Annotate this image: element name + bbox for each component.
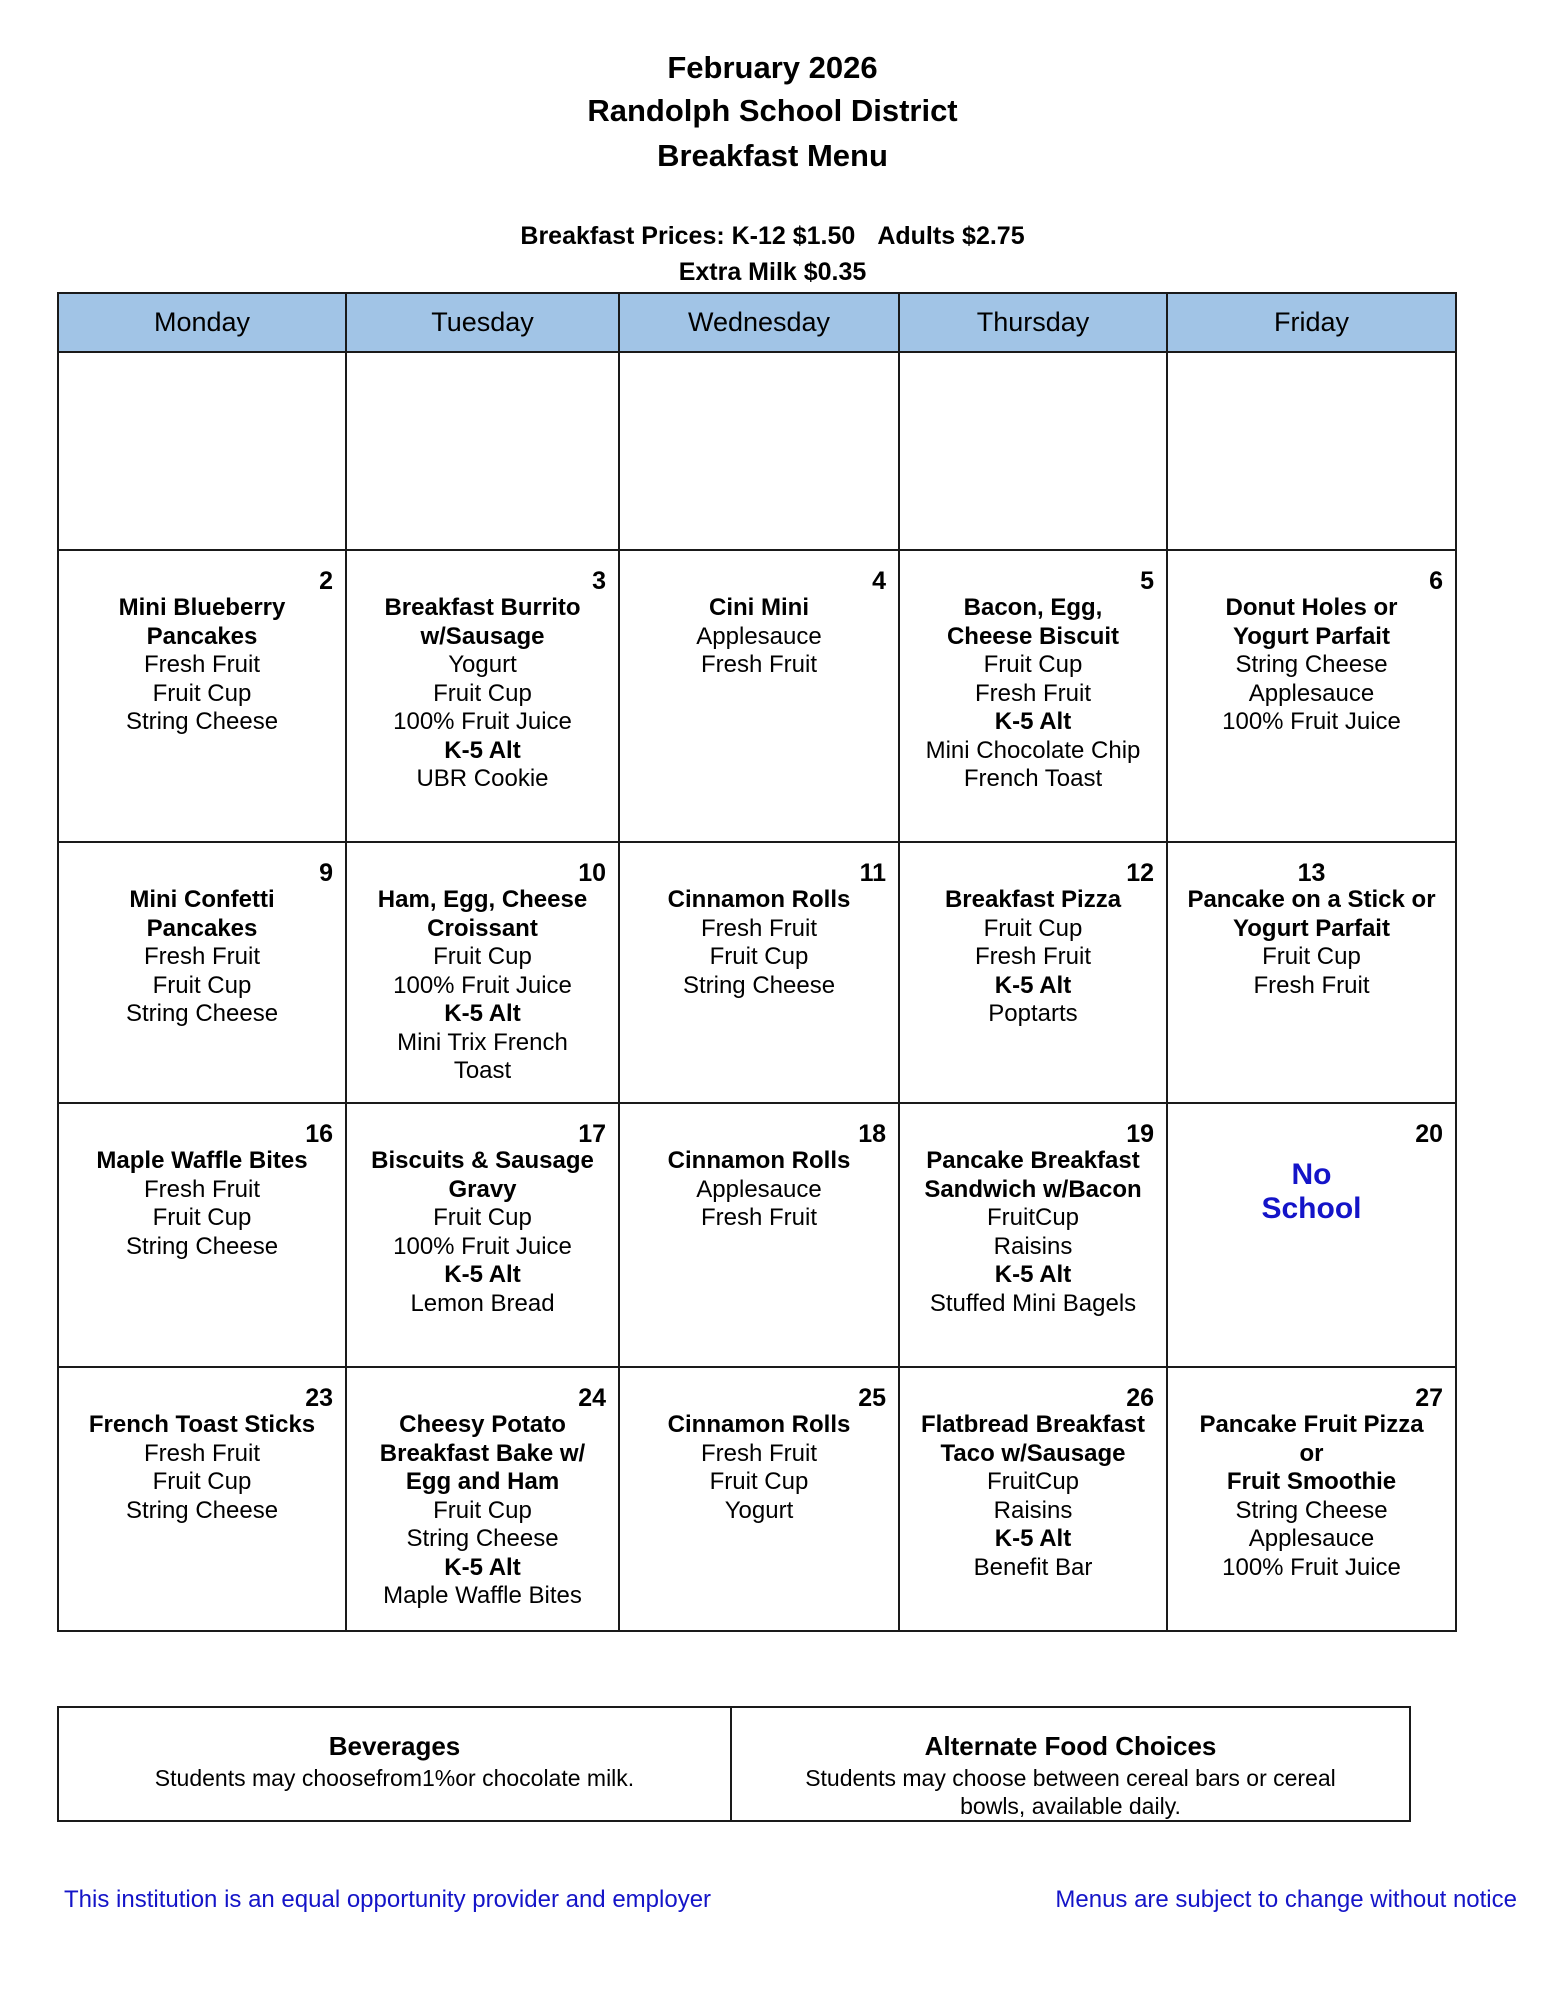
menu-items bbox=[59, 1368, 345, 1525]
menu-items bbox=[620, 551, 898, 680]
alternate-choices-section bbox=[732, 1708, 1409, 1820]
day-cell bbox=[346, 1367, 619, 1631]
menu-items bbox=[1168, 551, 1455, 737]
day-content bbox=[620, 353, 898, 549]
menu-item-entree: Cinnamon Rolls bbox=[667, 1147, 851, 1174]
menu-item-entree: Maple Waffle Bites bbox=[96, 1147, 308, 1174]
menu-items bbox=[620, 1104, 898, 1233]
menu-item-side: Fruit Cup bbox=[709, 943, 809, 970]
menu-item-side: Stuffed Mini Bagels bbox=[929, 1289, 1137, 1317]
menu-item-entree: Mini Confetti bbox=[129, 886, 275, 913]
menu-item-entree: Donut Holes or bbox=[1225, 594, 1398, 621]
day-cell bbox=[899, 550, 1167, 842]
day-cell bbox=[58, 1103, 346, 1367]
menu-item-side: UBR Cookie bbox=[416, 765, 549, 792]
menu-item-entree: K-5 Alt bbox=[994, 1525, 1072, 1552]
menu-item-entree: Pancake Fruit Pizza bbox=[1199, 1411, 1424, 1438]
menu-item-side: Fruit Cup bbox=[152, 971, 252, 999]
menu-item-side: Fresh Fruit bbox=[1253, 971, 1370, 999]
day-content bbox=[1168, 1104, 1455, 1366]
day-cell bbox=[346, 842, 619, 1103]
menu-item-entree: Bacon, Egg, bbox=[963, 594, 1103, 621]
week-row bbox=[58, 842, 1456, 1103]
menu-item-side: Raisins bbox=[993, 1232, 1073, 1260]
day-content bbox=[59, 843, 345, 1102]
day-content bbox=[900, 1104, 1166, 1366]
menu-item-entree: K-5 Alt bbox=[994, 1261, 1072, 1288]
menu-item-side: Maple Waffle Bites bbox=[383, 1582, 582, 1609]
menu-item-side: 100% Fruit Juice bbox=[393, 971, 572, 999]
menu-item-side: Fruit Cup bbox=[983, 914, 1083, 942]
menu-item-entree: Fruit Smoothie bbox=[1226, 1468, 1397, 1495]
weekday-header: Thursday bbox=[899, 293, 1167, 352]
menu-items bbox=[620, 843, 898, 1000]
menu-item-side: FruitCup bbox=[986, 1468, 1080, 1495]
menu-month: February 2026 bbox=[667, 50, 878, 85]
equal-opportunity-notice: This institution is an equal opportunity provider and employer bbox=[64, 1886, 712, 1913]
menu-item-entree: Flatbread Breakfast bbox=[920, 1411, 1146, 1438]
menu-item-side: French Toast bbox=[963, 765, 1103, 792]
day-cell bbox=[1167, 1367, 1456, 1631]
menu-item-side: String Cheese bbox=[406, 1525, 559, 1552]
day-number: 11 bbox=[859, 859, 886, 887]
menu-item-entree: or bbox=[1299, 1439, 1324, 1467]
menu-item-side: Applesauce bbox=[696, 1175, 822, 1203]
menu-items bbox=[59, 1104, 345, 1261]
day-number: 19 bbox=[1126, 1120, 1154, 1148]
menu-item-entree: K-5 Alt bbox=[994, 971, 1072, 999]
menu-item-side: Fruit Cup bbox=[152, 1468, 252, 1495]
menu-item-side: Fresh Fruit bbox=[143, 1175, 260, 1203]
day-cell bbox=[1167, 842, 1456, 1103]
day-cell bbox=[58, 550, 346, 842]
day-cell bbox=[899, 1367, 1167, 1631]
menu-item-side: Fresh Fruit bbox=[143, 1439, 260, 1467]
menu-item-side: Fruit Cup bbox=[152, 1204, 252, 1231]
menu-item-side: Fresh Fruit bbox=[974, 943, 1091, 970]
day-number: 9 bbox=[319, 859, 333, 887]
menu-item-side: Applesauce bbox=[1248, 1525, 1375, 1552]
day-content bbox=[900, 843, 1166, 1102]
info-box bbox=[57, 1706, 1411, 1822]
menu-item-side: Applesauce bbox=[696, 622, 822, 650]
menu-item-entree: Breakfast Bake w/ bbox=[379, 1439, 586, 1467]
day-cell bbox=[1167, 1103, 1456, 1367]
menu-item-entree: Cheesy Potato bbox=[399, 1411, 566, 1438]
day-content bbox=[347, 353, 618, 549]
menu-item-entree: Pancakes bbox=[146, 622, 258, 650]
menu-items bbox=[1168, 1368, 1455, 1582]
week-row bbox=[58, 1103, 1456, 1367]
day-cell bbox=[58, 352, 346, 550]
menu-item-side: Applesauce bbox=[1248, 679, 1375, 707]
day-content bbox=[347, 843, 618, 1102]
menu-item-entree: K-5 Alt bbox=[444, 1553, 521, 1581]
menu-item-side: Fruit Cup bbox=[433, 1496, 532, 1524]
menu-item-entree: Cinnamon Rolls bbox=[667, 886, 851, 913]
day-cell bbox=[619, 1367, 899, 1631]
day-content bbox=[347, 551, 618, 841]
menu-item-side: Fresh Fruit bbox=[700, 914, 817, 942]
price-line bbox=[0, 222, 1545, 251]
menu-item-entree: Mini Blueberry bbox=[118, 594, 286, 621]
day-content bbox=[900, 353, 1166, 549]
weekday-header: Friday bbox=[1167, 293, 1456, 352]
menu-item-entree: K-5 Alt bbox=[444, 736, 521, 764]
menu-item-side: Fresh Fruit bbox=[974, 679, 1091, 707]
menu-item-side: Fruit Cup bbox=[433, 1204, 532, 1231]
menu-item-side: Fruit Cup bbox=[983, 651, 1083, 678]
day-content bbox=[1168, 353, 1455, 549]
day-cell bbox=[346, 550, 619, 842]
menu-item-entree: Croissant bbox=[427, 914, 538, 942]
day-content bbox=[59, 551, 345, 841]
weekday-header: Wednesday bbox=[619, 293, 899, 352]
menu-item-entree: Cini Mini bbox=[709, 594, 809, 621]
day-number: 5 bbox=[1140, 567, 1154, 595]
menu-item-entree: K-5 Alt bbox=[444, 1000, 521, 1027]
week-row bbox=[58, 352, 1456, 550]
menu-item-side: String Cheese bbox=[125, 1232, 279, 1260]
day-content bbox=[900, 551, 1166, 841]
day-number: 23 bbox=[305, 1384, 333, 1412]
menu-item-entree: Breakfast Burrito bbox=[384, 594, 581, 621]
day-number: 16 bbox=[305, 1120, 333, 1148]
day-cell bbox=[619, 352, 899, 550]
menu-item-entree: Cheese Biscuit bbox=[946, 622, 1120, 650]
day-cell bbox=[619, 550, 899, 842]
menu-item-side: 100% Fruit Juice bbox=[393, 708, 572, 735]
menu-item-entree: Pancake on a Stick or bbox=[1187, 886, 1436, 913]
menu-item-entree: Sandwich w/Bacon bbox=[924, 1175, 1142, 1203]
menu-item-side: 100% Fruit Juice bbox=[1222, 1553, 1401, 1581]
menu-item-side: String Cheese bbox=[1235, 651, 1388, 678]
menu-item-entree: Yogurt Parfait bbox=[1233, 622, 1390, 650]
menu-item-side: Fruit Cup bbox=[709, 1468, 809, 1495]
day-number: 25 bbox=[858, 1384, 886, 1412]
menu-items bbox=[900, 551, 1166, 794]
day-number: 13 bbox=[1297, 859, 1326, 887]
menu-item-side: Fruit Cup bbox=[1262, 943, 1361, 970]
day-content bbox=[1168, 843, 1455, 1102]
day-content bbox=[620, 1104, 898, 1366]
menu-item-side: Fresh Fruit bbox=[143, 651, 260, 678]
day-cell bbox=[1167, 352, 1456, 550]
no-school-label bbox=[1168, 1104, 1455, 1226]
menu-item-side: Fresh Fruit bbox=[700, 651, 817, 678]
day-content bbox=[620, 551, 898, 841]
menu-item-side: Benefit Bar bbox=[973, 1553, 1093, 1581]
menu-item-entree: Breakfast Pizza bbox=[944, 886, 1122, 913]
menu-item-entree: Biscuits & Sausage bbox=[371, 1147, 594, 1174]
day-cell bbox=[619, 842, 899, 1103]
menu-item-side: String Cheese bbox=[125, 1496, 279, 1524]
week-row bbox=[58, 550, 1456, 842]
menu-item-entree: French Toast Sticks bbox=[88, 1411, 316, 1438]
day-content bbox=[347, 1104, 618, 1366]
price-k12: Breakfast Prices: K-12 $1.50 bbox=[520, 222, 856, 250]
menu-item-entree: w/Sausage bbox=[420, 622, 545, 650]
menu-items bbox=[620, 1368, 898, 1525]
menu-item-side: Fruit Cup bbox=[433, 943, 532, 970]
menu-item-side: Yogurt bbox=[724, 1496, 794, 1524]
menu-title: Breakfast Menu bbox=[657, 138, 888, 173]
menu-item-entree: Cinnamon Rolls bbox=[667, 1411, 851, 1438]
menu-calendar bbox=[57, 292, 1457, 1632]
day-content bbox=[347, 1368, 618, 1630]
day-cell bbox=[346, 352, 619, 550]
day-cell bbox=[58, 842, 346, 1103]
beverages-title: Beverages bbox=[328, 1731, 461, 1761]
weekday-header-row bbox=[58, 293, 1456, 352]
week-row bbox=[58, 1367, 1456, 1631]
menu-items bbox=[347, 551, 618, 794]
price-extra-milk: Extra Milk $0.35 bbox=[678, 258, 867, 286]
day-number: 10 bbox=[578, 859, 606, 887]
menu-item-side: Fruit Cup bbox=[433, 679, 532, 707]
day-content bbox=[59, 1368, 345, 1630]
menu-item-side: String Cheese bbox=[682, 971, 836, 999]
menu-item-side: Mini Trix French bbox=[397, 1028, 568, 1056]
menu-item-entree: K-5 Alt bbox=[994, 708, 1072, 735]
menu-item-side: Yogurt bbox=[448, 651, 517, 678]
no-school-text: No bbox=[1291, 1158, 1332, 1191]
menu-item-entree: Gravy bbox=[448, 1175, 517, 1203]
district-name: Randolph School District bbox=[587, 93, 958, 128]
beverages-text: Students may choosefrom1%or chocolate milk. bbox=[154, 1765, 635, 1791]
menu-item-entree: Egg and Ham bbox=[405, 1468, 560, 1495]
day-cell bbox=[1167, 550, 1456, 842]
day-cell bbox=[899, 1103, 1167, 1367]
day-cell bbox=[58, 1367, 346, 1631]
menu-item-entree: Taco w/Sausage bbox=[940, 1439, 1126, 1467]
menu-item-side: String Cheese bbox=[1235, 1496, 1388, 1524]
day-content bbox=[1168, 551, 1455, 841]
alternate-choices-title: Alternate Food Choices bbox=[924, 1731, 1217, 1761]
day-number: 20 bbox=[1415, 1120, 1443, 1148]
day-number: 17 bbox=[578, 1120, 606, 1148]
weekday-header: Tuesday bbox=[346, 293, 619, 352]
menu-item-side: Fresh Fruit bbox=[700, 1204, 817, 1231]
day-number: 6 bbox=[1429, 567, 1443, 595]
day-content bbox=[900, 1368, 1166, 1630]
menu-item-side: Lemon Bread bbox=[410, 1289, 555, 1317]
menu-item-side: 100% Fruit Juice bbox=[393, 1232, 572, 1260]
menu-item-entree: Ham, Egg, Cheese bbox=[377, 886, 588, 913]
day-cell bbox=[619, 1103, 899, 1367]
menu-item-side: 100% Fruit Juice bbox=[1222, 708, 1401, 735]
menu-item-side: Fresh Fruit bbox=[143, 943, 260, 970]
menu-item-side: Poptarts bbox=[988, 1000, 1078, 1027]
menu-item-entree: K-5 Alt bbox=[444, 1261, 521, 1288]
day-content bbox=[59, 1104, 345, 1366]
menu-item-side: Fruit Cup bbox=[152, 679, 252, 707]
menu-item-side: String Cheese bbox=[125, 708, 279, 735]
day-number: 24 bbox=[578, 1384, 606, 1412]
price-adults: Adults $2.75 bbox=[877, 222, 1025, 250]
alternate-choices-text: Students may choose between cereal bars or cereal bowls, available daily. bbox=[805, 1765, 1336, 1819]
weekday-header: Monday bbox=[58, 293, 346, 352]
day-content bbox=[620, 1368, 898, 1630]
beverages-section bbox=[59, 1708, 732, 1820]
day-cell bbox=[899, 842, 1167, 1103]
menu-change-notice: Menus are subject to change without notice bbox=[1055, 1886, 1517, 1913]
menu-item-side: String Cheese bbox=[125, 1000, 279, 1027]
day-number: 18 bbox=[858, 1120, 886, 1148]
day-cell bbox=[346, 1103, 619, 1367]
day-content bbox=[59, 353, 345, 549]
day-number: 3 bbox=[592, 567, 606, 595]
day-number: 27 bbox=[1415, 1384, 1443, 1412]
day-content bbox=[1168, 1368, 1455, 1630]
day-number: 26 bbox=[1126, 1384, 1154, 1412]
menu-item-side: FruitCup bbox=[986, 1204, 1080, 1231]
day-number: 4 bbox=[872, 567, 886, 595]
menu-item-entree: Pancakes bbox=[146, 914, 258, 942]
no-school-text: School bbox=[1261, 1192, 1362, 1225]
day-number: 12 bbox=[1126, 859, 1154, 887]
day-cell bbox=[899, 352, 1167, 550]
menu-items bbox=[59, 551, 345, 737]
day-content bbox=[620, 843, 898, 1102]
day-number: 2 bbox=[319, 567, 333, 595]
menu-item-side: Fresh Fruit bbox=[700, 1439, 817, 1467]
menu-item-entree: Yogurt Parfait bbox=[1233, 914, 1390, 942]
menu-item-entree: Pancake Breakfast bbox=[926, 1147, 1140, 1174]
menu-item-side: Raisins bbox=[993, 1496, 1073, 1524]
menu-item-side: Toast bbox=[453, 1057, 512, 1084]
menu-items bbox=[59, 843, 345, 1029]
menu-item-side: Mini Chocolate Chip bbox=[925, 736, 1141, 764]
